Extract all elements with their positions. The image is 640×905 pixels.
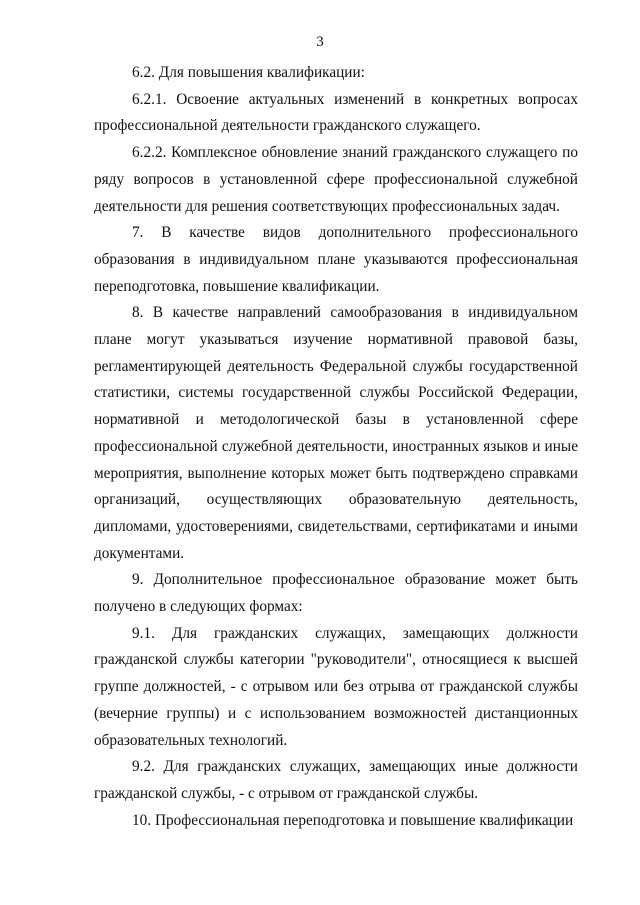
paragraph-9-1: 9.1. Для гражданских служащих, замещающих должности гражданской службы категории "руководители", относящиеся к высшей группе должностей, - с отрывом или без отрыва от гражданской службы (вечерние группы) и с использованием возможностей дистанционных образовательных технологий. (94, 624, 578, 749)
paragraph-9-2: 9.2. Для гражданских служащих, замещающих иные должности гражданской службы, - с отрывом от гражданской службы. (94, 758, 578, 802)
paragraph-8: 8. В качестве направлений самообразования в индивидуальном плане могут указываться изучение нормативной правовой базы, регламентирующей деятельность Федеральной службы государственной статистики, системы государственной службы Российской Федерации, нормативной и методологической базы в установленной сфере профессиональной служебной деятельности, иностранных языков и иные мероприятия, выполнение которых может быть подтверждено справками организаций, осуществляющих образовательную деятельность, дипломами, удостоверениями, свидетельствами, сертификатами и иными документами. (94, 304, 578, 562)
page-number: 3 (316, 34, 324, 50)
paragraph-7: 7. В качестве видов дополнительного профессионального образования в индивидуальном плане указываются профессиональная переподготовка, повышение квалификации. (94, 224, 578, 295)
paragraph-9: 9. Дополнительное профессиональное образование может быть получено в следующих формах: (94, 571, 578, 616)
paragraph-6-2-1: 6.2.1. Освоение актуальных изменений в конкретных вопросах профессиональной деятельности гражданского служащего. (94, 90, 578, 135)
document-body (94, 60, 578, 834)
paragraph-10: 10. Профессиональная переподготовка и повышение квалификации (132, 811, 574, 829)
paragraph-6-2: 6.2. Для повышения квалификации: (132, 64, 365, 81)
paragraph-6-2-2: 6.2.2. Комплексное обновление знаний гражданского служащего по ряду вопросов в установленной сфере профессиональной служебной деятельности для решения соответствующих профессиональных задач. (94, 144, 578, 215)
